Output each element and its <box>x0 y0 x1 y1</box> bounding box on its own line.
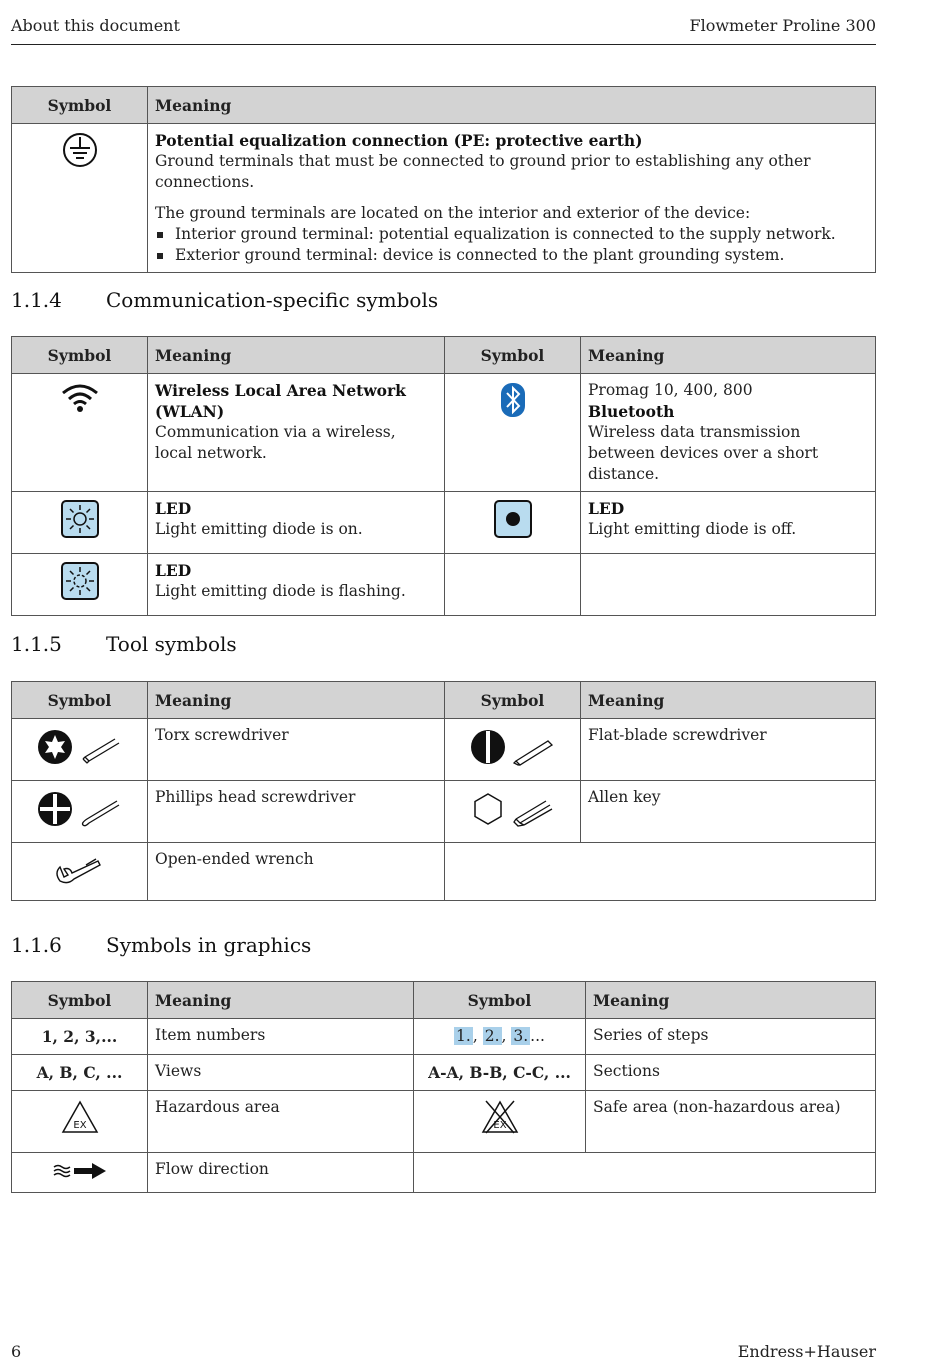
bluetooth-title: Bluetooth <box>588 402 675 421</box>
steps-symbol <box>414 1019 586 1055</box>
bluetooth-icon <box>500 382 526 418</box>
empty-cell <box>581 554 876 616</box>
section-title: Communication-specific symbols <box>106 288 439 312</box>
ex-label: EX <box>492 1120 507 1131</box>
step-number: 3. <box>513 1027 529 1045</box>
symbol-cell <box>12 492 148 554</box>
meaning-cell: Sections <box>586 1055 876 1091</box>
section-number: 1.1.5 <box>11 632 62 656</box>
symbol-cell <box>12 719 148 781</box>
section-heading-1-1-5 <box>11 632 237 656</box>
header-product-name: Flowmeter Proline 300 <box>689 16 876 35</box>
step-number: 2. <box>484 1027 500 1045</box>
protective-earth-icon <box>62 132 98 168</box>
section-heading-1-1-6 <box>11 933 311 957</box>
symbol-cell <box>445 781 581 843</box>
symbol-cell <box>445 719 581 781</box>
bluetooth-models: Promag 10, 400, 800 <box>588 381 753 399</box>
meaning-cell <box>148 374 445 492</box>
symbol-cell <box>12 781 148 843</box>
header-section-title: About this document <box>11 16 180 35</box>
section-number: 1.1.4 <box>11 288 62 312</box>
meaning-cell <box>148 492 445 554</box>
meaning-cell: Open-ended wrench <box>148 843 445 901</box>
table-row <box>12 1153 876 1193</box>
pe-symbol-table <box>11 86 876 273</box>
meaning-column-header: Meaning <box>148 682 445 719</box>
meaning-column-header: Meaning <box>148 982 414 1019</box>
list-item: Exterior ground terminal: device is connected to the plant grounding system. <box>175 245 868 266</box>
led-flashing-description: Light emitting diode is flashing. <box>155 582 406 600</box>
meaning-cell: Item numbers <box>148 1019 414 1055</box>
list-item: Interior ground terminal: potential equalization is connected to the supply network. <box>175 224 868 245</box>
symbol-cell <box>12 1091 148 1153</box>
symbol-column-header: Symbol <box>12 87 148 124</box>
wlan-description: Communication via a wireless, local network. <box>155 423 396 462</box>
step-separator: , <box>501 1027 507 1045</box>
meaning-cell: Series of steps <box>586 1019 876 1055</box>
table-row <box>12 843 876 901</box>
symbol-cell <box>445 492 581 554</box>
led-on-icon <box>61 500 99 538</box>
section-title: Tool symbols <box>106 632 237 656</box>
table-row <box>12 1091 876 1153</box>
meaning-column-header: Meaning <box>148 337 445 374</box>
empty-cell <box>445 554 581 616</box>
meaning-cell: Allen key <box>581 781 876 843</box>
flat-blade-screwdriver-icon <box>470 727 556 767</box>
symbol-column-header: Symbol <box>445 682 581 719</box>
section-title: Symbols in graphics <box>106 933 312 957</box>
step-separator: , <box>472 1027 478 1045</box>
communication-symbol-table <box>11 336 876 616</box>
ex-label: EX <box>72 1120 87 1131</box>
meaning-cell: Flow direction <box>148 1153 414 1193</box>
symbol-cell <box>12 843 148 901</box>
pe-bullet-list <box>155 224 868 266</box>
sections-symbol: A-A, B-B, C-C, ... <box>414 1055 586 1091</box>
hazardous-area-icon <box>60 1099 100 1135</box>
led-on-description: Light emitting diode is on. <box>155 520 363 538</box>
meaning-cell: Views <box>148 1055 414 1091</box>
steps-ellipsis: ... <box>530 1027 545 1045</box>
symbol-cell <box>414 1091 586 1153</box>
section-heading-1-1-4 <box>11 288 438 312</box>
torx-screwdriver-icon <box>37 727 123 767</box>
meaning-cell <box>581 492 876 554</box>
tool-symbol-table <box>11 681 876 901</box>
table-row <box>12 374 876 492</box>
section-number: 1.1.6 <box>11 933 62 957</box>
meaning-cell <box>148 554 445 616</box>
meaning-cell <box>148 124 876 273</box>
symbol-column-header: Symbol <box>12 682 148 719</box>
symbol-cell <box>12 124 148 273</box>
meaning-cell: Torx screwdriver <box>148 719 445 781</box>
wlan-icon <box>60 382 100 414</box>
symbol-column-header: Symbol <box>12 982 148 1019</box>
meaning-column-header: Meaning <box>581 337 876 374</box>
table-row <box>12 1019 876 1055</box>
meaning-cell: Phillips head screwdriver <box>148 781 445 843</box>
symbol-column-header: Symbol <box>12 337 148 374</box>
meaning-cell: Hazardous area <box>148 1091 414 1153</box>
wlan-title: Wireless Local Area Network (WLAN) <box>155 381 406 421</box>
led-title: LED <box>155 561 192 580</box>
pe-location-intro: The ground terminals are located on the interior and exterior of the device: <box>155 204 751 222</box>
page-number: 6 <box>11 1342 22 1361</box>
symbol-cell <box>12 1153 148 1193</box>
symbol-column-header: Symbol <box>414 982 586 1019</box>
pe-title: Potential equalization connection (PE: protective earth) <box>155 131 643 150</box>
open-ended-wrench-icon <box>50 851 110 891</box>
led-title: LED <box>155 499 192 518</box>
table-row <box>12 492 876 554</box>
bluetooth-description: Wireless data transmission between devices over a short distance. <box>588 423 819 483</box>
item-numbers-symbol: 1, 2, 3,... <box>12 1019 148 1055</box>
symbol-cell <box>12 554 148 616</box>
footer-brand: Endress+Hauser <box>737 1342 876 1361</box>
views-symbol: A, B, C, ... <box>12 1055 148 1091</box>
table-row <box>12 554 876 616</box>
meaning-cell: Safe area (non-hazardous area) <box>586 1091 876 1153</box>
meaning-cell <box>581 374 876 492</box>
table-row <box>12 1055 876 1091</box>
allen-key-icon <box>470 789 556 829</box>
empty-cell <box>445 843 876 901</box>
page-header <box>11 14 876 45</box>
led-off-icon <box>494 500 532 538</box>
table-row <box>12 781 876 843</box>
symbol-cell <box>445 374 581 492</box>
graphics-symbol-table <box>11 981 876 1193</box>
safe-area-icon <box>480 1099 520 1135</box>
meaning-cell: Flat-blade screwdriver <box>581 719 876 781</box>
meaning-column-header: Meaning <box>581 682 876 719</box>
led-title: LED <box>588 499 625 518</box>
phillips-screwdriver-icon <box>37 789 123 829</box>
pe-description: Ground terminals that must be connected to ground prior to establishing any other connections. <box>155 152 811 191</box>
led-off-description: Light emitting diode is off. <box>588 520 797 538</box>
step-number: 1. <box>456 1027 471 1045</box>
meaning-column-header: Meaning <box>148 87 876 124</box>
flow-direction-icon <box>52 1161 108 1181</box>
symbol-cell <box>12 374 148 492</box>
led-flashing-icon <box>61 562 99 600</box>
table-row <box>12 124 876 273</box>
table-row <box>12 719 876 781</box>
empty-cell <box>414 1153 876 1193</box>
symbol-column-header: Symbol <box>445 337 581 374</box>
meaning-column-header: Meaning <box>586 982 876 1019</box>
